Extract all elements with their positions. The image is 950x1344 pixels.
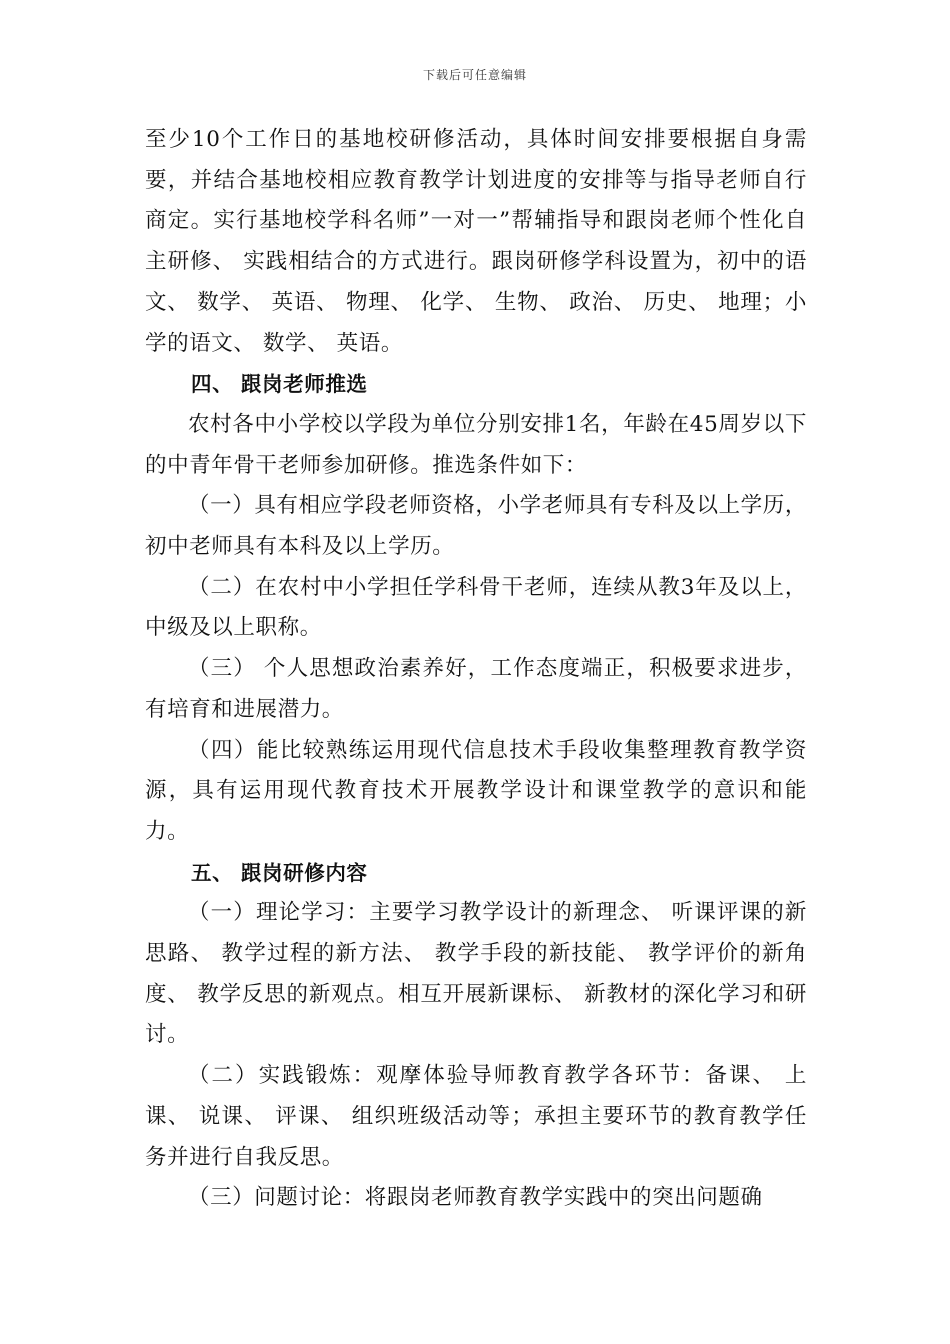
paragraph-theory-study: （一）理论学习：主要学习教学设计的新理念、 听课评课的新思路、 教学过程的新方法、 教学手段的新技能、 教学评价的新角度、 教学反思的新观点。相互开展新课标、 新教材的深化学习和研讨。 [145,900,807,1048]
section-heading-research-content: 五、 跟岗研修内容 [191,860,368,885]
paragraph-criterion-2: （二）在农村中小学担任学科骨干老师，连续从教3年及以上，中级及以上职称。 [145,574,807,641]
paragraph-research-schedule: 至少10个工作日的基地校研修活动，具体时间安排要根据自身需要，并结合基地校相应教育教学计划进度的安排等与指导老师自行商定。实行基地校学科名师”一对一”帮辅指导和跟岗老师个性化自主研修、 实践相结合的方式进行。跟岗研修学科设置为，初中的语文、 数学、 英语、 物理、 化学、 生物、 政治、 历史、 地理；小学的语文、 数学、 英语。 [145,127,807,356]
page-header: 下载后可任意编辑 [422,68,527,82]
paragraph-discussion: （三）问题讨论：将跟岗老师教育教学实践中的突出问题确 [188,1185,763,1211]
section-heading-teacher-selection: 四、 跟岗老师推选 [191,372,368,397]
paragraph-criterion-3: （三） 个人思想政治素养好，工作态度端正，积极要求进步，有培育和进展潜力。 [145,656,807,722]
paragraph-criterion-4: （四）能比较熟练运用现代信息技术手段收集整理教育教学资源，具有运用现代教育技术开展教学设计和课堂教学的意识和能力。 [145,737,807,844]
paragraph-practice: （二）实践锻炼：观摩体验导师教育教学各环节：备课、 上课、 说课、 评课、 组织班级活动等；承担主要环节的教育教学任务并进行自我反思。 [145,1063,807,1170]
document-body [145,120,807,1219]
paragraph-selection-intro: 农村各中小学校以学段为单位分别安排1名，年龄在45周岁以下的中青年骨干老师参加研修。推选条件如下： [145,411,807,478]
paragraph-criterion-1: （一）具有相应学段老师资格，小学老师具有专科及以上学历，初中老师具有本科及以上学历。 [145,493,807,560]
